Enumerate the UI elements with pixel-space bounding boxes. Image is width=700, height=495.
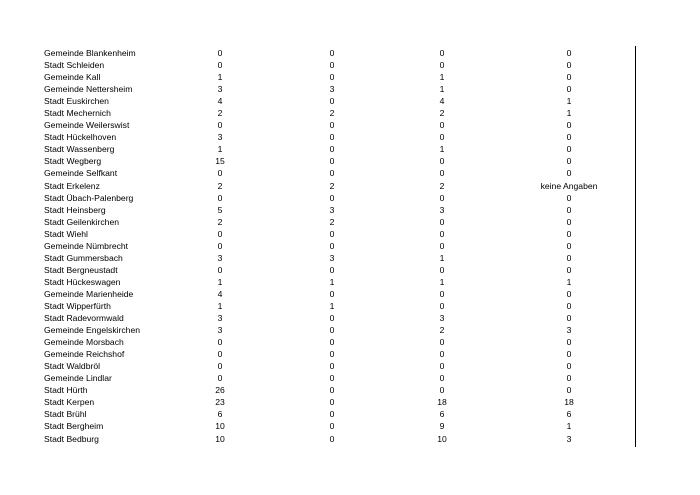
municipality-name-cell: Stadt Radevormwald [44,313,124,324]
value-cell-col2: 1 [329,300,335,311]
value-cell-col2: 0 [329,313,335,324]
municipality-name-cell: Stadt Brühl [44,409,87,420]
municipality-name-cell: Stadt Bedburg [44,433,99,444]
value-cell-col1: 0 [217,337,223,348]
value-cell-col4: 0 [566,168,572,179]
value-cell-col3: 1 [439,252,445,263]
value-cell-col1: 6 [217,409,223,420]
value-cell-col2: 0 [329,156,335,167]
value-cell-col1: 0 [217,192,223,203]
value-cell-col1: 4 [217,288,223,299]
municipality-name-cell: Gemeinde Kall [44,72,101,83]
table-row [44,131,636,143]
value-cell-col3: 1 [439,84,445,95]
table-row [44,252,636,264]
value-cell-col3: 0 [439,156,445,167]
municipality-name-cell: Stadt Waldbröl [44,361,101,372]
municipality-name-cell: Stadt Wiehl [44,228,88,239]
value-cell-col4: 0 [566,84,572,95]
value-cell-col3: 0 [439,373,445,384]
value-cell-col1: 1 [217,144,223,155]
value-cell-col1: 3 [217,84,223,95]
value-cell-col4: 0 [566,337,572,348]
municipality-name-cell: Stadt Mechernich [44,108,111,119]
municipality-name-cell: Gemeinde Engelskirchen [44,325,141,336]
value-cell-col2: 2 [329,216,335,227]
value-cell-col1: 3 [217,132,223,143]
value-cell-col2: 0 [329,240,335,251]
value-cell-col3: 0 [439,240,445,251]
municipality-name-cell: Stadt Wassenberg [44,144,115,155]
table-row [44,372,636,384]
value-cell-col3: 1 [439,276,445,287]
value-cell-col3: 0 [439,361,445,372]
table-row [44,240,636,252]
municipality-name-cell: Stadt Geilenkirchen [44,216,119,227]
value-cell-col3: 1 [439,72,445,83]
value-cell-col4: 0 [566,228,572,239]
value-cell-col4: 0 [566,300,572,311]
table-row [44,336,636,348]
value-cell-col3: 0 [439,349,445,360]
value-cell-col4: 0 [566,288,572,299]
table-row [44,95,636,107]
municipality-name-cell: Stadt Wegberg [44,156,102,167]
value-cell-col2: 0 [329,228,335,239]
table-row [44,167,636,179]
table-row [44,276,636,288]
value-cell-col2: 0 [329,96,335,107]
municipality-name-cell: Stadt Heinsberg [44,204,106,215]
value-cell-col3: 3 [439,204,445,215]
value-cell-col4: 0 [566,361,572,372]
table-row [44,83,636,95]
value-cell-col1: 0 [217,264,223,275]
value-cell-col3: 3 [439,313,445,324]
table-row [44,360,636,372]
value-cell-col2: 0 [329,144,335,155]
value-cell-col2: 0 [329,192,335,203]
table-row [44,216,636,228]
value-cell-col4: 0 [566,385,572,396]
table-row [44,192,636,204]
value-cell-col1: 3 [217,313,223,324]
municipality-name-cell: Stadt Wipperfürth [44,300,111,311]
value-cell-col1: 0 [217,240,223,251]
value-cell-col4: 0 [566,156,572,167]
value-cell-col3: 0 [439,192,445,203]
table-row [44,47,636,59]
value-cell-col1: 5 [217,204,223,215]
municipality-name-cell: Stadt Übach-Palenberg [44,192,134,203]
value-cell-col4: 0 [566,373,572,384]
value-cell-col2: 3 [329,252,335,263]
value-cell-col3: 0 [439,60,445,71]
value-cell-col4: 3 [566,325,572,336]
municipality-name-cell: Gemeinde Nümbrecht [44,240,129,251]
value-cell-col4: 0 [566,216,572,227]
table-row [44,433,636,445]
value-cell-col4: 0 [566,204,572,215]
value-cell-col1: 10 [215,433,225,444]
value-cell-col1: 1 [217,300,223,311]
value-cell-col2: 0 [329,60,335,71]
value-cell-col4: 0 [566,72,572,83]
value-cell-col3: 0 [439,132,445,143]
value-cell-col1: 0 [217,349,223,360]
value-cell-col1: 10 [215,421,225,432]
value-cell-col1: 2 [217,108,223,119]
value-cell-col4: 1 [566,96,572,107]
value-cell-col4: 0 [566,349,572,360]
value-cell-col2: 0 [329,132,335,143]
value-cell-col3: 0 [439,288,445,299]
value-cell-col1: 0 [217,120,223,131]
table-row [44,312,636,324]
value-cell-col4: 0 [566,252,572,263]
table-row [44,119,636,131]
value-cell-col2: 0 [329,168,335,179]
municipality-name-cell: Stadt Bergheim [44,421,104,432]
value-cell-col4: keine Angaben [540,180,598,191]
value-cell-col2: 0 [329,433,335,444]
value-cell-col1: 26 [215,385,225,396]
municipality-name-cell: Gemeinde Blankenheim [44,48,136,58]
value-cell-col1: 2 [217,216,223,227]
value-cell-col1: 2 [217,180,223,191]
municipality-name-cell: Gemeinde Reichshof [44,349,125,360]
table-row [44,420,636,432]
table-row [44,264,636,276]
value-cell-col3: 2 [439,108,445,119]
table-row [44,408,636,420]
table-row [44,324,636,336]
value-cell-col3: 2 [439,180,445,191]
value-cell-col3: 0 [439,48,445,58]
value-cell-col4: 0 [566,60,572,71]
municipality-name-cell: Gemeinde Lindlar [44,373,112,384]
value-cell-col2: 0 [329,264,335,275]
value-cell-col1: 3 [217,325,223,336]
value-cell-col2: 0 [329,48,335,58]
municipality-name-cell: Stadt Hückelhoven [44,132,117,143]
municipality-name-cell: Gemeinde Morsbach [44,337,124,348]
municipality-name-cell: Gemeinde Weilerswist [44,120,130,131]
value-cell-col3: 0 [439,168,445,179]
value-cell-col1: 3 [217,252,223,263]
value-cell-col2: 0 [329,349,335,360]
value-cell-col2: 0 [329,120,335,131]
value-cell-col4: 0 [566,192,572,203]
value-cell-col2: 0 [329,373,335,384]
value-cell-col1: 0 [217,168,223,179]
value-cell-col2: 0 [329,337,335,348]
value-cell-col1: 0 [217,60,223,71]
municipality-name-cell: Stadt Gummersbach [44,252,123,263]
value-cell-col2: 0 [329,325,335,336]
value-cell-col1: 0 [217,228,223,239]
municipality-name-cell: Gemeinde Marienheide [44,288,134,299]
value-cell-col2: 0 [329,397,335,408]
table-row [44,288,636,300]
value-cell-col2: 2 [329,180,335,191]
table-row [44,180,636,192]
value-cell-col1: 0 [217,361,223,372]
value-cell-col4: 0 [566,120,572,131]
municipality-name-cell: Stadt Schleiden [44,60,105,71]
value-cell-col3: 1 [439,144,445,155]
value-cell-col4: 6 [566,409,572,420]
table-row [44,396,636,408]
table-row [44,204,636,216]
value-cell-col4: 0 [566,48,572,58]
value-cell-col1: 1 [217,276,223,287]
value-cell-col4: 1 [566,108,572,119]
value-cell-col3: 6 [439,409,445,420]
value-cell-col2: 0 [329,288,335,299]
data-table [44,47,636,445]
value-cell-col3: 0 [439,385,445,396]
value-cell-col2: 0 [329,409,335,420]
table-row [44,348,636,360]
table-row [44,155,636,167]
value-cell-col4: 1 [566,421,572,432]
table-row [44,71,636,83]
value-cell-col3: 4 [439,96,445,107]
value-cell-col3: 0 [439,337,445,348]
value-cell-col3: 0 [439,216,445,227]
value-cell-col1: 15 [215,156,225,167]
value-cell-col2: 0 [329,385,335,396]
value-cell-col1: 4 [217,96,223,107]
value-cell-col2: 3 [329,84,335,95]
value-cell-col2: 1 [329,276,335,287]
value-cell-col3: 0 [439,120,445,131]
value-cell-col2: 0 [329,72,335,83]
value-cell-col1: 1 [217,72,223,83]
value-cell-col4: 1 [566,276,572,287]
value-cell-col4: 0 [566,144,572,155]
right-border-line [635,46,636,447]
table-row [44,107,636,119]
municipality-name-cell: Stadt Kerpen [44,397,95,408]
table-row [44,228,636,240]
value-cell-col4: 18 [564,397,574,408]
value-cell-col4: 0 [566,264,572,275]
value-cell-col4: 0 [566,313,572,324]
value-cell-col3: 2 [439,325,445,336]
value-cell-col4: 0 [566,240,572,251]
value-cell-col4: 3 [566,433,572,444]
value-cell-col3: 10 [437,433,447,444]
value-cell-col3: 18 [437,397,447,408]
table-row [44,143,636,155]
value-cell-col3: 0 [439,264,445,275]
municipality-name-cell: Stadt Hückeswagen [44,276,121,287]
value-cell-col2: 3 [329,204,335,215]
value-cell-col4: 0 [566,132,572,143]
value-cell-col1: 0 [217,373,223,384]
municipality-name-cell: Gemeinde Nettersheim [44,84,133,95]
table-row [44,300,636,312]
table-row [44,59,636,71]
value-cell-col2: 0 [329,361,335,372]
value-cell-col2: 0 [329,421,335,432]
value-cell-col3: 9 [439,421,445,432]
municipality-name-cell: Stadt Erkelenz [44,180,100,191]
value-cell-col3: 0 [439,300,445,311]
value-cell-col3: 0 [439,228,445,239]
value-cell-col1: 23 [215,397,225,408]
municipality-name-cell: Stadt Hürth [44,385,88,396]
municipality-name-cell: Stadt Euskirchen [44,96,109,107]
municipality-name-cell: Gemeinde Selfkant [44,168,118,179]
value-cell-col2: 2 [329,108,335,119]
table-row [44,384,636,396]
municipality-name-cell: Stadt Bergneustadt [44,264,118,275]
value-cell-col1: 0 [217,48,223,58]
